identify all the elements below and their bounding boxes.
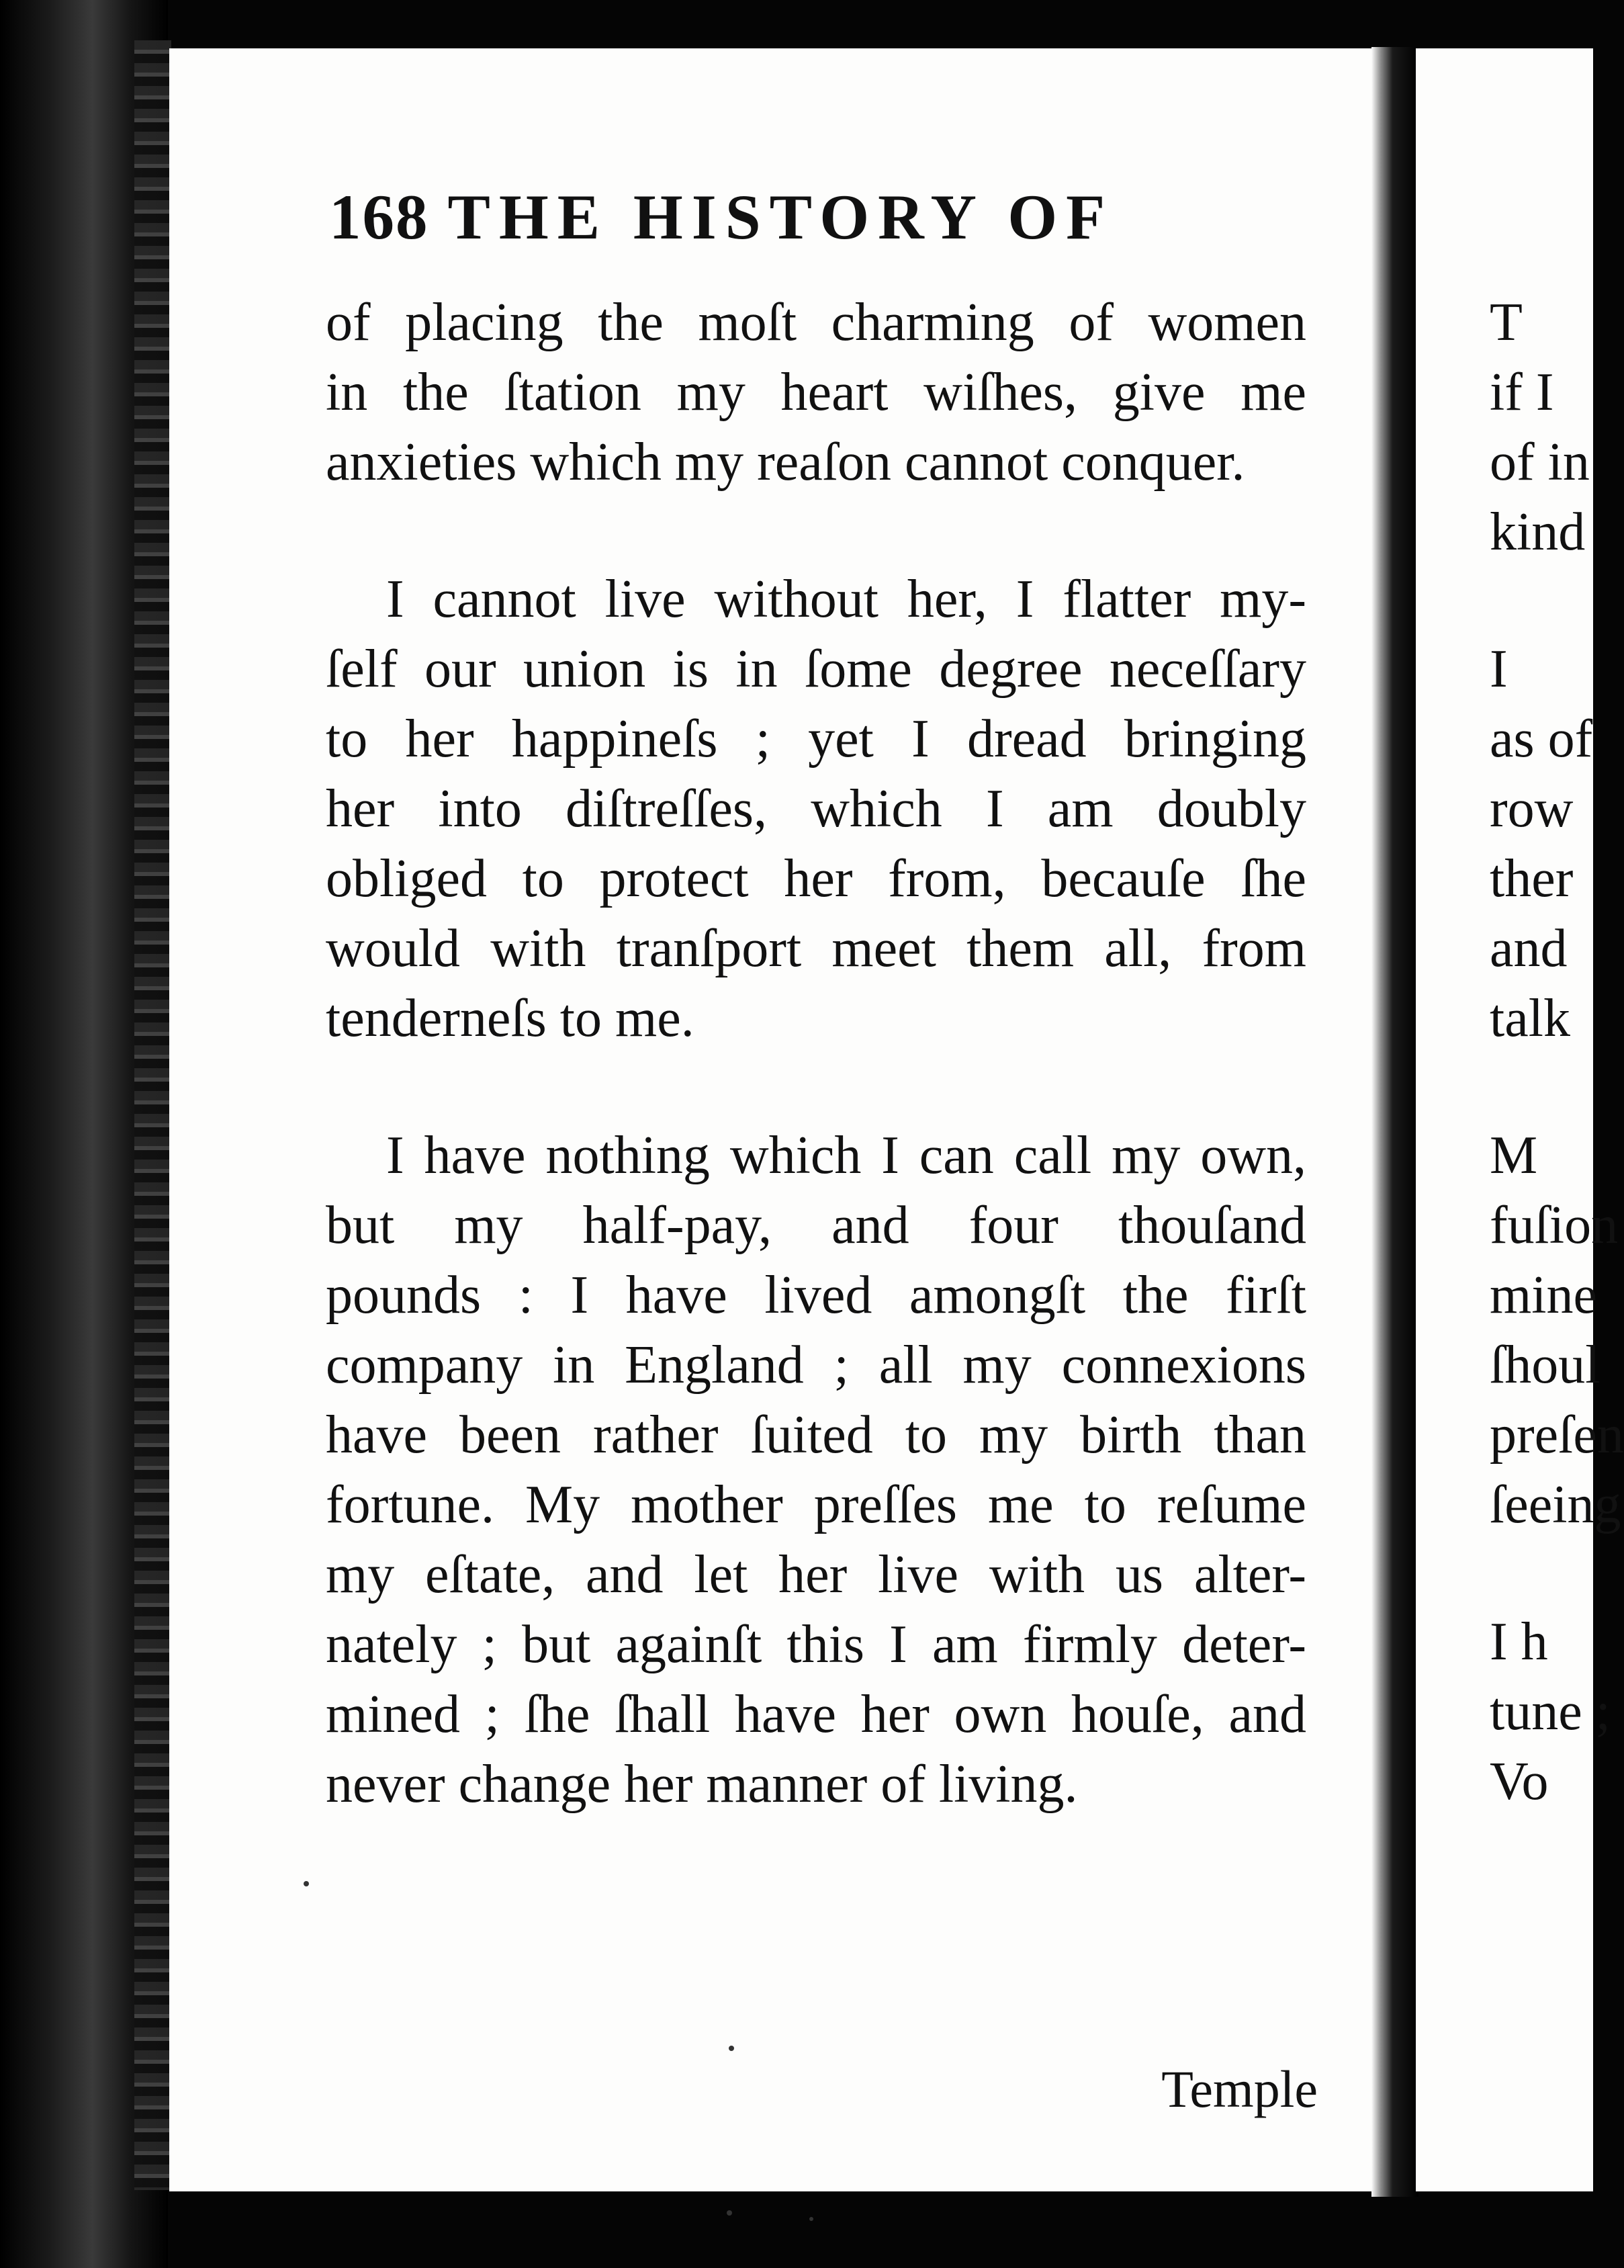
text-line: I cannot live without her, I flatter my- <box>386 570 1306 629</box>
text-line: fortune. My mother preſſes me to reſume <box>326 1475 1306 1534</box>
text-line: never change her manner of living. <box>326 1755 1078 1814</box>
text-line: company in England ; all my connexions <box>326 1336 1306 1395</box>
text-line: ſeeing <box>1490 1475 1621 1534</box>
text-line: row <box>1490 779 1574 838</box>
text-line: but my half-pay, and four thouſand <box>326 1196 1306 1255</box>
text-line: in the ſtation my heart wiſhes, give me <box>326 363 1306 422</box>
text-line: my eſtate, and let her live with us alter- <box>326 1545 1306 1604</box>
page-number: 168 <box>329 181 429 253</box>
text-line: her into diſtreſſes, which I am doubly <box>326 779 1306 838</box>
page-edges <box>134 40 171 2190</box>
paragraph-2 <box>326 564 1306 1053</box>
text-line: of placing the moſt charming of women <box>326 293 1306 352</box>
text-line: M <box>1490 1126 1538 1185</box>
ink-speck <box>727 2210 732 2216</box>
text-line: ſhoul <box>1490 1336 1600 1395</box>
text-line: obliged to protect her from, becauſe ſhe <box>326 849 1306 908</box>
text-line: I h <box>1490 1612 1548 1671</box>
text-line: T <box>1490 293 1523 352</box>
text-line: preſen <box>1490 1405 1624 1465</box>
text-line: to her happineſs ; yet I dread bringing <box>326 709 1306 769</box>
running-title: THE HISTORY OF <box>447 181 1114 253</box>
text-line: would with tranſport meet them all, from <box>326 919 1306 978</box>
text-line: of in <box>1490 433 1590 492</box>
facing-page-text <box>1490 288 1624 1817</box>
text-line: nately ; but againſt this I am firmly deter- <box>326 1615 1306 1674</box>
text-line: fuſion <box>1490 1196 1619 1255</box>
text-line: have been rather ſuited to my birth than <box>326 1405 1306 1465</box>
text-line: as of <box>1490 709 1593 769</box>
text-line: kind <box>1490 503 1586 562</box>
paragraph-1 <box>326 288 1306 497</box>
text-line: mined ; ſhe ſhall have her own houſe, and <box>326 1685 1306 1744</box>
ink-speck <box>809 2217 813 2221</box>
text-line: Vo <box>1490 1752 1549 1811</box>
text-line: ther <box>1490 849 1574 908</box>
text-line: if I <box>1490 363 1554 422</box>
text-line: ſelf our union is in ſome degree neceſſary <box>326 640 1306 699</box>
text-line: talk <box>1490 989 1570 1048</box>
ink-speck <box>729 2046 734 2051</box>
catchword: Temple <box>1161 2060 1318 2118</box>
text-line: mine <box>1490 1266 1597 1325</box>
ink-speck <box>304 1881 309 1886</box>
body-text <box>326 288 1306 1819</box>
text-line: I <box>1490 640 1508 699</box>
text-line: and <box>1490 919 1568 978</box>
text-line: tenderneſs to me. <box>326 989 694 1048</box>
text-line: I have nothing which I can call my own, <box>386 1126 1306 1185</box>
text-line: anxieties which my reaſon cannot conquer. <box>326 433 1245 492</box>
text-line: tune ; <box>1490 1682 1611 1741</box>
text-line: pounds : I have lived amongſt the firſt <box>326 1266 1306 1325</box>
gutter-shadow <box>1371 47 1418 2197</box>
paragraph-3 <box>326 1121 1306 1819</box>
running-header <box>329 180 1114 254</box>
